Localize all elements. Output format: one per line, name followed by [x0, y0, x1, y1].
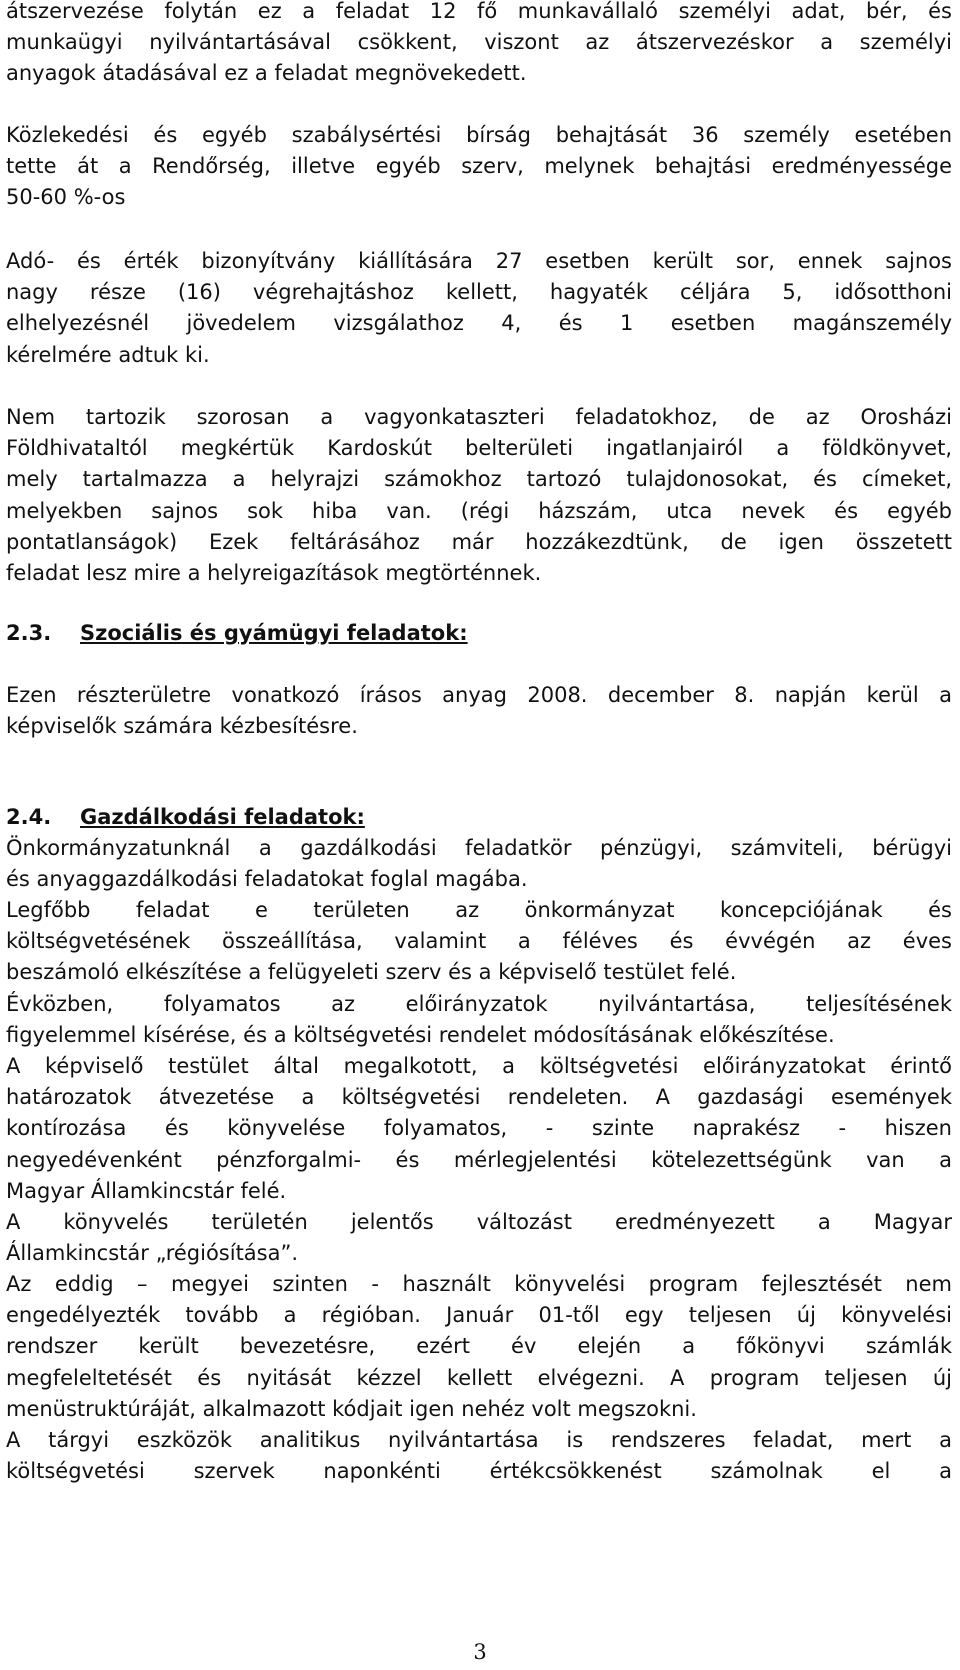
- text-line: figyelemmel kísérése, és a költségvetési rendelet módosításának előkészítése.: [6, 1023, 835, 1048]
- text-line: rendszer került bevezetésre, ezért év elején a főkönyvi számlák: [6, 1334, 952, 1359]
- paragraph-budget-preparation: [6, 895, 952, 989]
- text-line: Földhivataltól megkértük Kardoskút belterületi ingatlanjairól a földkönyvet,: [6, 436, 952, 461]
- text-line: negyedévenként pénzforgalmi- és mérlegjelentési kötelezettségünk van a: [6, 1147, 952, 1172]
- paragraph-finance-scope: [6, 833, 952, 895]
- text-line: és anyaggazdálkodási feladatokat foglal magába.: [6, 867, 528, 892]
- paragraph-traffic-fines: [6, 120, 952, 214]
- text-line: 50-60 %-os: [6, 185, 126, 210]
- text-line: elhelyezésnél jövedelem vizsgálathoz 4, és 1 esetben magánszemély: [6, 311, 952, 336]
- paragraph-fixed-assets: [6, 1425, 952, 1487]
- text-line: Adó- és érték bizonyítvány kiállítására 27 esetben került sor, ennek sajnos: [6, 249, 952, 273]
- text-line: tette át a Rendőrség, illetve egyéb szerv, melynek behajtási eredményessége: [6, 154, 952, 179]
- text-line: nagy része (16) végrehajtáshoz kellett, hagyaték céljára 5, idősotthoni: [6, 280, 952, 305]
- paragraph-accounting-events: [6, 1051, 952, 1207]
- section-title: Szociális és gyámügyi feladatok:: [80, 621, 468, 645]
- text-line: Legfőbb feladat e területen az önkormányzat koncepciójának és: [6, 898, 952, 922]
- text-line: mely tartalmazza a helyrajzi számokhoz tartozó tulajdonosokat, és címeket,: [6, 467, 952, 492]
- text-line: megfeleltetését és nyitását kézzel kellett elvégezni. A program teljesen új: [6, 1365, 952, 1390]
- paragraph-treasury-regionalization: [6, 1207, 952, 1269]
- paragraph-accounting-software: [6, 1269, 952, 1425]
- text-line: A képviselő testület által megalkotott, a költségvetési előirányzatokat érintő: [6, 1054, 952, 1078]
- text-line: Nem tartozik szorosan a vagyonkataszteri feladatokhoz, de az Orosházi: [6, 405, 952, 429]
- text-line: költségvetési szervek naponkénti értékcsökkenést számolnak el a: [6, 1459, 952, 1484]
- text-line: képviselők számára kézbesítésre.: [6, 714, 358, 739]
- section-number: 2.4.: [6, 805, 52, 829]
- text-line: kontírozása és könyvelése folyamatos, - szinte naprakész - hiszen: [6, 1116, 952, 1141]
- text-line: pontatlanságok) Ezek feltárásához már hozzákezdtünk, de igen összetett: [6, 529, 952, 554]
- text-line: beszámoló elkészítése a felügyeleti szerv és a képviselő testület felé.: [6, 960, 737, 985]
- text-line: átszervezése folytán ez a feladat 12 fő munkavállaló személyi adat, bér, és: [6, 0, 952, 23]
- text-line: kérelmére adtuk ki.: [6, 342, 210, 367]
- paragraph-tax-certificates: [6, 246, 952, 371]
- paragraph-land-registry: [6, 402, 952, 589]
- section-heading-2-3: [6, 618, 952, 649]
- text-line: A könyvelés területén jelentős változást eredményezett a Magyar: [6, 1210, 952, 1234]
- text-line: határozatok átvezetése a költségvetési rendeleten. A gazdasági események: [6, 1085, 952, 1110]
- text-line: Magyar Államkincstár felé.: [6, 1178, 287, 1203]
- text-line: költségvetésének összeállítása, valamint a féléves és évvégén az éves: [6, 929, 952, 954]
- section-number: 2.3.: [6, 621, 52, 645]
- text-line: munkaügyi nyilvántartásával csökkent, viszont az átszervezéskor a személyi: [6, 30, 952, 55]
- text-line: Ezen részterületre vonatkozó írásos anyag 2008. december 8. napján kerül a: [6, 683, 952, 707]
- section-title: Gazdálkodási feladatok:: [80, 805, 365, 829]
- page-number: 3: [473, 1640, 487, 1664]
- text-line: melyekben sajnos sok hiba van. (régi házszám, utca nevek és egyéb: [6, 498, 952, 523]
- text-line: engedélyezték tovább a régióban. Január 01-től egy teljesen új könyvelési: [6, 1303, 952, 1328]
- paragraph-staff-records: [6, 0, 952, 90]
- text-line: A tárgyi eszközök analitikus nyilvántartása is rendszeres feladat, mert a: [6, 1428, 952, 1452]
- text-line: anyagok átadásával ez a feladat megnövekedett.: [6, 61, 527, 86]
- text-line: menüstruktúráját, alkalmazott kódjait igen nehéz volt megszokni.: [6, 1396, 697, 1421]
- text-line: Államkincstár „régiósítása”.: [6, 1241, 299, 1266]
- text-line: Közlekedési és egyéb szabálysértési bírság behajtását 36 személy esetében: [6, 123, 952, 147]
- paragraph-appropriations: [6, 989, 952, 1051]
- text-line: feladat lesz mire a helyreigazítások megtörténnek.: [6, 561, 542, 586]
- text-line: Önkormányzatunknál a gazdálkodási feladatkör pénzügyi, számviteli, bérügyi: [6, 836, 952, 860]
- paragraph-social-affairs: [6, 680, 952, 742]
- text-line: Az eddig – megyei szinten - használt könyvelési program fejlesztését nem: [6, 1272, 952, 1296]
- text-line: Évközben, folyamatos az előirányzatok nyilvántartása, teljesítésének: [6, 992, 952, 1016]
- section-heading-2-4: [6, 802, 952, 833]
